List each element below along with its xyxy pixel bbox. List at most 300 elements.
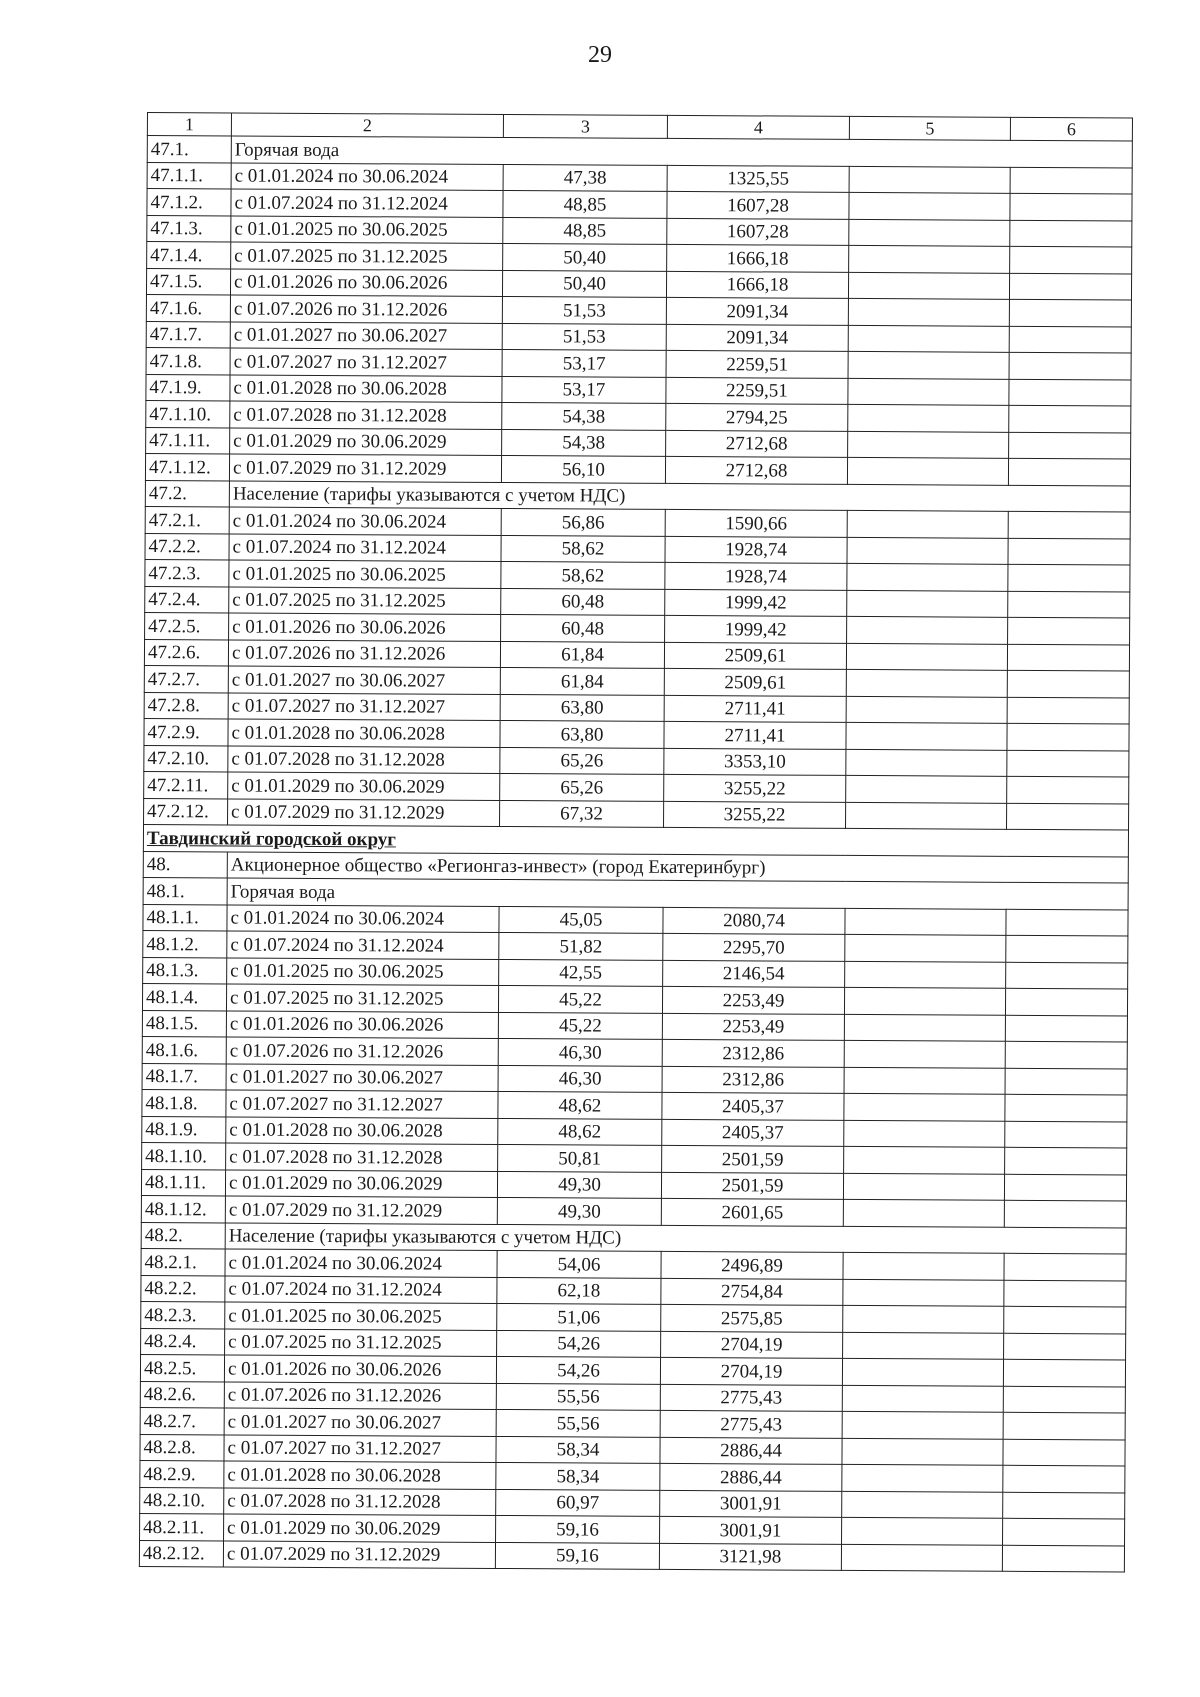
row-empty-col6	[1008, 564, 1130, 591]
tariff-table-body	[139, 113, 1132, 1572]
row-empty-col5	[848, 404, 1009, 431]
row-empty-col6	[1010, 193, 1132, 220]
row-period: с 01.01.2025 по 30.06.2025	[229, 560, 501, 588]
row-value-col4: 2712,68	[665, 456, 847, 484]
row-code: 48.2.4.	[141, 1328, 225, 1355]
row-value-col4: 2253,49	[662, 1013, 844, 1041]
row-period: с 01.07.2025 по 31.12.2025	[231, 242, 503, 270]
row-empty-col5	[849, 166, 1010, 193]
row-value-col4: 2712,68	[666, 430, 848, 458]
row-value-col3: 55,56	[496, 1409, 660, 1436]
row-value-col3: 48,85	[503, 217, 667, 244]
row-empty-col6	[1009, 352, 1131, 379]
row-value-col4: 1928,74	[665, 562, 847, 590]
row-empty-col6	[1005, 1121, 1127, 1148]
row-value-col3: 42,55	[499, 959, 663, 986]
row-empty-col5	[842, 1358, 1003, 1385]
row-code: 47.2.8.	[144, 692, 228, 719]
row-value-col3: 61,84	[500, 667, 664, 694]
row-empty-col5	[843, 1173, 1004, 1200]
row-empty-col6	[1006, 962, 1128, 989]
section-code: 47.2.	[145, 480, 229, 507]
row-empty-col6	[1008, 617, 1130, 644]
row-value-col3: 55,56	[496, 1383, 660, 1410]
row-value-col4: 1999,42	[665, 589, 847, 617]
row-value-col3: 58,34	[496, 1462, 660, 1489]
row-value-col4: 2091,34	[666, 324, 848, 352]
row-code: 47.1.6.	[146, 294, 230, 321]
row-period: с 01.01.2029 по 30.06.2029	[225, 1169, 497, 1197]
row-value-col3: 53,17	[502, 376, 666, 403]
row-period: с 01.01.2024 по 30.06.2024	[231, 162, 503, 190]
row-empty-col5	[843, 1199, 1004, 1226]
row-value-col4: 1666,18	[666, 271, 848, 299]
row-value-col4: 2886,44	[660, 1463, 842, 1491]
section-title: Население (тарифы указываются с учетом НДС)	[225, 1222, 1126, 1254]
row-value-col4: 2312,86	[662, 1039, 844, 1067]
row-code: 47.1.1.	[147, 162, 231, 189]
row-value-col4: 2501,59	[662, 1145, 844, 1173]
row-empty-col6	[1003, 1492, 1125, 1519]
row-value-col3: 46,30	[498, 1038, 662, 1065]
row-empty-col5	[846, 749, 1007, 776]
row-empty-col5	[847, 616, 1008, 643]
row-empty-col5	[843, 1252, 1004, 1279]
row-code: 47.1.10.	[146, 400, 230, 427]
row-value-col4: 3001,91	[660, 1490, 842, 1518]
row-code: 48.2.9.	[140, 1460, 224, 1487]
row-empty-col6	[1007, 750, 1129, 777]
row-value-col4: 2711,41	[664, 721, 846, 749]
row-empty-col6	[1004, 1306, 1126, 1333]
row-empty-col6	[1004, 1253, 1126, 1280]
row-code: 47.1.8.	[146, 347, 230, 374]
row-code: 48.2.6.	[140, 1381, 224, 1408]
row-period: с 01.07.2025 по 31.12.2025	[229, 586, 501, 614]
row-period: с 01.07.2029 по 31.12.2029	[229, 454, 501, 482]
row-empty-col6	[1004, 1200, 1126, 1227]
row-empty-col6	[1010, 220, 1132, 247]
row-value-col3: 51,82	[499, 932, 663, 959]
section-title: Горячая вода	[231, 136, 1132, 168]
row-period: с 01.07.2026 по 31.12.2026	[230, 295, 502, 323]
row-value-col3: 51,53	[502, 323, 666, 350]
row-empty-col5	[843, 1305, 1004, 1332]
row-value-col3: 45,22	[498, 1012, 662, 1039]
row-empty-col6	[1004, 1280, 1126, 1307]
row-period: с 01.01.2027 по 30.06.2027	[230, 321, 502, 349]
row-code: 47.2.11.	[144, 771, 228, 798]
section-title: Акционерное общество «Регионгаз-инвест» (город Екатеринбург)	[227, 851, 1128, 883]
row-period: с 01.07.2025 по 31.12.2025	[225, 1328, 497, 1356]
row-empty-col6	[1008, 511, 1130, 538]
row-code: 47.2.12.	[144, 798, 228, 825]
row-empty-col6	[1009, 432, 1131, 459]
row-empty-col6	[1005, 1147, 1127, 1174]
row-empty-col5	[846, 696, 1007, 723]
row-empty-col5	[847, 537, 1008, 564]
row-empty-col5	[848, 431, 1009, 458]
row-code: 48.1.6.	[142, 1036, 226, 1063]
row-value-col4: 1607,28	[667, 218, 849, 246]
row-code: 47.2.1.	[145, 506, 229, 533]
row-empty-col6	[1005, 1015, 1127, 1042]
row-empty-col5	[844, 1067, 1005, 1094]
row-period: с 01.07.2026 по 31.12.2026	[228, 639, 500, 667]
row-code: 48.2.8.	[140, 1434, 224, 1461]
row-empty-col5	[844, 1040, 1005, 1067]
row-empty-col5	[848, 325, 1009, 352]
row-period: с 01.07.2029 по 31.12.2029	[228, 798, 500, 826]
row-value-col3: 45,05	[499, 906, 663, 933]
section-title: Горячая вода	[227, 878, 1128, 910]
section-code: 47.1.	[147, 136, 231, 163]
row-period: с 01.07.2025 по 31.12.2025	[226, 984, 498, 1012]
row-empty-col6	[1003, 1386, 1125, 1413]
row-empty-col5	[844, 1014, 1005, 1041]
header-cell: 6	[1010, 117, 1132, 141]
row-value-col3: 56,86	[501, 508, 665, 535]
row-period: с 01.01.2029 по 30.06.2029	[224, 1514, 496, 1542]
row-value-col4: 1666,18	[667, 244, 849, 272]
row-period: с 01.01.2025 по 30.06.2025	[227, 957, 499, 985]
row-value-col3: 59,16	[495, 1542, 659, 1569]
row-period: с 01.01.2027 по 30.06.2027	[224, 1408, 496, 1436]
row-code: 48.1.4.	[142, 983, 226, 1010]
row-period: с 01.07.2029 по 31.12.2029	[223, 1540, 495, 1568]
row-value-col3: 48,62	[498, 1091, 662, 1118]
row-empty-col5	[842, 1491, 1003, 1518]
section-code: 48.1.	[143, 877, 227, 904]
row-empty-col5	[848, 272, 1009, 299]
row-code: 47.1.5.	[146, 268, 230, 295]
row-period: с 01.01.2025 по 30.06.2025	[225, 1302, 497, 1330]
row-empty-col6	[1007, 723, 1129, 750]
row-value-col3: 61,84	[500, 641, 664, 668]
header-cell: 4	[667, 115, 849, 139]
section-title: Население (тарифы указываются с учетом НДС)	[229, 480, 1130, 512]
row-code: 47.1.2.	[147, 189, 231, 216]
row-period: с 01.01.2029 по 30.06.2029	[230, 427, 502, 455]
row-code: 48.1.7.	[142, 1063, 226, 1090]
row-value-col3: 54,26	[497, 1330, 661, 1357]
row-empty-col6	[1006, 909, 1128, 936]
row-period: с 01.01.2027 по 30.06.2027	[228, 666, 500, 694]
row-empty-col6	[1005, 1094, 1127, 1121]
row-code: 48.1.3.	[143, 957, 227, 984]
row-value-col3: 63,80	[500, 720, 664, 747]
row-value-col3: 54,38	[502, 402, 666, 429]
row-value-col4: 2704,19	[661, 1331, 843, 1359]
row-value-col3: 54,26	[496, 1356, 660, 1383]
row-empty-col6	[1007, 697, 1129, 724]
row-empty-col5	[842, 1438, 1003, 1465]
row-empty-col5	[841, 1544, 1002, 1571]
row-value-col3: 59,16	[496, 1515, 660, 1542]
row-empty-col5	[844, 987, 1005, 1014]
row-period: с 01.01.2024 по 30.06.2024	[225, 1249, 497, 1277]
row-empty-col6	[1010, 167, 1132, 194]
row-value-col3: 58,62	[501, 535, 665, 562]
row-empty-col6	[1005, 1068, 1127, 1095]
row-value-col4: 2754,84	[661, 1278, 843, 1306]
page-number: 29	[588, 42, 612, 68]
row-empty-col6	[1007, 803, 1129, 830]
row-period: с 01.01.2026 по 30.06.2026	[229, 613, 501, 641]
row-period: с 01.07.2024 по 31.12.2024	[225, 1275, 497, 1303]
row-value-col3: 50,81	[498, 1144, 662, 1171]
row-empty-col5	[849, 192, 1010, 219]
row-period: с 01.01.2026 по 30.06.2026	[230, 268, 502, 296]
row-code: 48.2.2.	[141, 1275, 225, 1302]
row-period: с 01.07.2024 по 31.12.2024	[229, 533, 501, 561]
row-code: 47.1.4.	[147, 242, 231, 269]
row-empty-col5	[848, 378, 1009, 405]
row-value-col3: 63,80	[500, 694, 664, 721]
row-code: 47.2.7.	[144, 665, 228, 692]
row-value-col3: 54,38	[502, 429, 666, 456]
row-value-col3: 50,40	[503, 243, 667, 270]
row-value-col3: 54,06	[497, 1250, 661, 1277]
row-value-col4: 3353,10	[664, 748, 846, 776]
row-period: с 01.01.2028 по 30.06.2028	[226, 1116, 498, 1144]
row-value-col4: 2295,70	[663, 933, 845, 961]
row-empty-col6	[1003, 1359, 1125, 1386]
row-value-col3: 49,30	[497, 1171, 661, 1198]
row-empty-col5	[846, 802, 1007, 829]
row-value-col4: 2775,43	[660, 1410, 842, 1438]
row-value-col3: 53,17	[502, 349, 666, 376]
row-empty-col5	[846, 669, 1007, 696]
row-code: 47.1.3.	[147, 215, 231, 242]
row-empty-col6	[1009, 379, 1131, 406]
row-empty-col6	[1009, 326, 1131, 353]
row-code: 48.1.11.	[141, 1169, 225, 1196]
row-empty-col5	[842, 1517, 1003, 1544]
row-code: 48.2.5.	[140, 1354, 224, 1381]
row-code: 47.2.5.	[145, 612, 229, 639]
row-value-col3: 56,10	[501, 455, 665, 482]
row-empty-col6	[1007, 644, 1129, 671]
row-period: с 01.01.2028 по 30.06.2028	[230, 374, 502, 402]
row-value-col4: 2080,74	[663, 907, 845, 935]
row-empty-col5	[844, 1146, 1005, 1173]
row-value-col3: 65,26	[500, 747, 664, 774]
row-value-col4: 2146,54	[663, 960, 845, 988]
row-period: с 01.07.2028 по 31.12.2028	[226, 1143, 498, 1171]
row-empty-col6	[1003, 1518, 1125, 1545]
row-code: 47.1.7.	[146, 321, 230, 348]
row-code: 47.2.2.	[145, 533, 229, 560]
row-period: с 01.01.2027 по 30.06.2027	[226, 1063, 498, 1091]
row-empty-col5	[848, 351, 1009, 378]
row-empty-col5	[847, 590, 1008, 617]
row-period: с 01.07.2027 по 31.12.2027	[228, 692, 500, 720]
row-value-col4: 1607,28	[667, 191, 849, 219]
row-code: 47.2.6.	[144, 639, 228, 666]
row-empty-col5	[843, 1279, 1004, 1306]
row-value-col4: 3001,91	[660, 1516, 842, 1544]
row-code: 47.1.11.	[146, 427, 230, 454]
row-code: 48.1.5.	[142, 1010, 226, 1037]
row-code: 48.2.11.	[140, 1513, 224, 1540]
row-value-col4: 2704,19	[660, 1357, 842, 1385]
row-empty-col6	[1009, 405, 1131, 432]
row-empty-col5	[843, 1332, 1004, 1359]
row-value-col4: 2601,65	[661, 1198, 843, 1226]
row-code: 48.1.9.	[142, 1116, 226, 1143]
table-row	[139, 1540, 1124, 1572]
row-empty-col6	[1005, 1041, 1127, 1068]
row-empty-col5	[845, 934, 1006, 961]
row-value-col3: 58,34	[496, 1436, 660, 1463]
row-value-col4: 2405,37	[662, 1119, 844, 1147]
row-value-col4: 2711,41	[664, 695, 846, 723]
row-empty-col6	[1005, 988, 1127, 1015]
row-period: с 01.01.2026 по 30.06.2026	[224, 1355, 496, 1383]
row-code: 48.2.10.	[140, 1487, 224, 1514]
row-value-col3: 49,30	[497, 1197, 661, 1224]
row-empty-col6	[1006, 935, 1128, 962]
row-value-col3: 60,48	[501, 614, 665, 641]
section-code: 48.	[143, 851, 227, 878]
row-value-col4: 2501,59	[661, 1172, 843, 1200]
row-value-col4: 2496,89	[661, 1251, 843, 1279]
row-period: с 01.07.2026 по 31.12.2026	[226, 1037, 498, 1065]
row-period: с 01.01.2025 по 30.06.2025	[231, 215, 503, 243]
row-code: 48.1.12.	[141, 1195, 225, 1222]
row-empty-col5	[846, 722, 1007, 749]
row-period: с 01.07.2028 по 31.12.2028	[230, 401, 502, 429]
row-empty-col6	[1004, 1174, 1126, 1201]
row-value-col4: 2259,51	[666, 377, 848, 405]
row-code: 48.2.3.	[141, 1301, 225, 1328]
row-empty-col5	[847, 457, 1008, 484]
row-empty-col5	[844, 1120, 1005, 1147]
row-period: с 01.01.2024 по 30.06.2024	[227, 904, 499, 932]
header-cell: 1	[147, 113, 231, 136]
row-value-col4: 2775,43	[660, 1384, 842, 1412]
row-value-col4: 2405,37	[662, 1092, 844, 1120]
row-empty-col5	[842, 1385, 1003, 1412]
row-period: с 01.01.2029 по 30.06.2029	[228, 772, 500, 800]
row-value-col3: 60,97	[496, 1489, 660, 1516]
row-value-col3: 51,53	[502, 296, 666, 323]
row-empty-col6	[1007, 670, 1129, 697]
row-value-col3: 48,85	[503, 190, 667, 217]
row-value-col4: 2253,49	[662, 986, 844, 1014]
row-code: 47.2.3.	[145, 559, 229, 586]
row-empty-col5	[847, 510, 1008, 537]
row-code: 47.2.9.	[144, 718, 228, 745]
row-value-col4: 2886,44	[660, 1437, 842, 1465]
row-period: с 01.07.2024 по 31.12.2024	[231, 189, 503, 217]
row-empty-col6	[1008, 458, 1130, 485]
row-empty-col5	[846, 775, 1007, 802]
row-value-col4: 1928,74	[665, 536, 847, 564]
row-empty-col6	[1009, 273, 1131, 300]
row-empty-col6	[1008, 591, 1130, 618]
row-code: 47.2.4.	[145, 586, 229, 613]
row-period: с 01.01.2024 по 30.06.2024	[229, 507, 501, 535]
row-value-col3: 50,40	[502, 270, 666, 297]
row-value-col3: 47,38	[503, 164, 667, 191]
row-value-col3: 45,22	[498, 985, 662, 1012]
row-code: 48.2.1.	[141, 1248, 225, 1275]
row-value-col4: 2794,25	[666, 403, 848, 431]
row-period: с 01.07.2027 по 31.12.2027	[226, 1090, 498, 1118]
group-title: Тавдинский городской округ	[143, 824, 1128, 856]
row-empty-col6	[1009, 299, 1131, 326]
row-period: с 01.07.2029 по 31.12.2029	[225, 1196, 497, 1224]
row-empty-col5	[845, 961, 1006, 988]
row-empty-col6	[1003, 1465, 1125, 1492]
row-empty-col5	[848, 298, 1009, 325]
row-period: с 01.07.2027 по 31.12.2027	[230, 348, 502, 376]
row-value-col4: 3255,22	[664, 801, 846, 829]
row-empty-col6	[1008, 538, 1130, 565]
header-cell: 5	[849, 116, 1010, 140]
row-code: 48.1.1.	[143, 904, 227, 931]
row-value-col4: 3121,98	[659, 1543, 841, 1571]
tariff-table	[139, 112, 1133, 1572]
row-empty-col6	[1003, 1439, 1125, 1466]
row-period: с 01.07.2028 по 31.12.2028	[228, 745, 500, 773]
row-value-col4: 1325,55	[667, 165, 849, 193]
row-value-col4: 2509,61	[664, 668, 846, 696]
header-cell: 3	[503, 114, 667, 138]
row-empty-col5	[849, 219, 1010, 246]
row-value-col4: 1590,66	[665, 509, 847, 537]
row-value-col4: 2312,86	[662, 1066, 844, 1094]
row-code: 48.1.10.	[142, 1142, 226, 1169]
row-code: 48.2.7.	[140, 1407, 224, 1434]
row-value-col4: 2509,61	[664, 642, 846, 670]
row-value-col4: 1999,42	[665, 615, 847, 643]
row-period: с 01.07.2027 по 31.12.2027	[224, 1434, 496, 1462]
row-empty-col5	[846, 643, 1007, 670]
row-period: с 01.01.2026 по 30.06.2026	[226, 1010, 498, 1038]
row-empty-col6	[1004, 1333, 1126, 1360]
row-code: 48.2.12.	[139, 1540, 223, 1567]
row-value-col3: 67,32	[500, 800, 664, 827]
row-value-col3: 46,30	[498, 1065, 662, 1092]
row-period: с 01.07.2028 по 31.12.2028	[224, 1487, 496, 1515]
row-period: с 01.01.2028 по 30.06.2028	[228, 719, 500, 747]
row-code: 48.1.2.	[143, 930, 227, 957]
row-value-col3: 48,62	[498, 1118, 662, 1145]
row-empty-col6	[1010, 246, 1132, 273]
row-value-col3: 58,62	[501, 561, 665, 588]
row-empty-col5	[847, 563, 1008, 590]
row-empty-col5	[844, 1093, 1005, 1120]
section-code: 48.2.	[141, 1222, 225, 1249]
row-empty-col5	[842, 1411, 1003, 1438]
row-value-col4: 2575,85	[661, 1304, 843, 1332]
row-value-col3: 51,06	[497, 1303, 661, 1330]
row-empty-col5	[842, 1464, 1003, 1491]
row-empty-col6	[1007, 776, 1129, 803]
row-period: с 01.01.2028 по 30.06.2028	[224, 1461, 496, 1489]
row-value-col3: 62,18	[497, 1277, 661, 1304]
row-value-col4: 2259,51	[666, 350, 848, 378]
row-code: 48.1.8.	[142, 1089, 226, 1116]
row-empty-col5	[845, 908, 1006, 935]
row-empty-col6	[1003, 1412, 1125, 1439]
row-period: с 01.07.2026 по 31.12.2026	[224, 1381, 496, 1409]
row-value-col4: 2091,34	[666, 297, 848, 325]
row-empty-col5	[849, 245, 1010, 272]
